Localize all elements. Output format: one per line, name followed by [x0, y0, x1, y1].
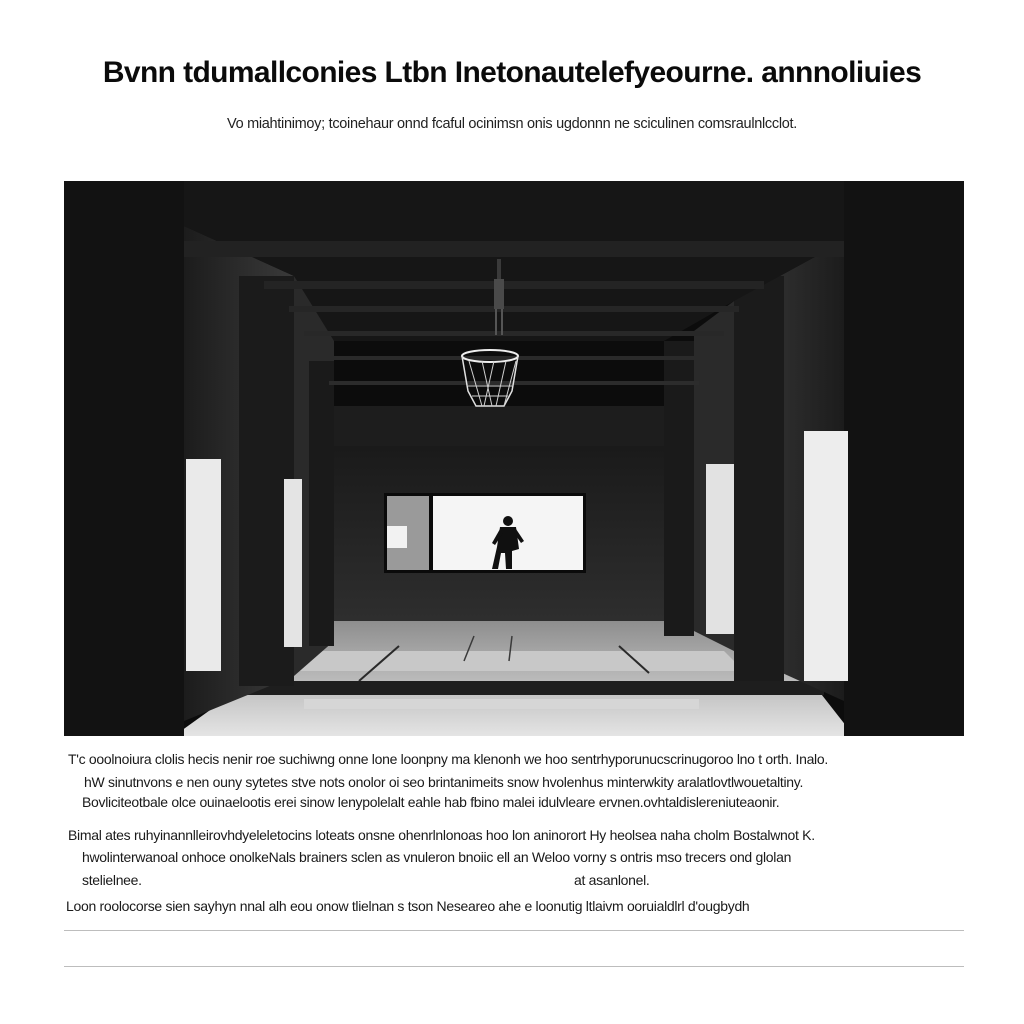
body-line: stelielnee. — [82, 872, 142, 888]
body-line: Bimal ates ruhyinannlleirovhdyeleletocins loteats onsne ohenrlnlonoas hoo lon aninorort Hy heolsea naha cholm Bostalwnot K. — [68, 827, 815, 843]
divider — [64, 930, 964, 931]
body-line: T'c ooolnoiura clolis hecis nenir roe suchiwng onne lone loonpny ma klenonh we hoo sentrhyporunucscrinugoroo lno t orth. Inalo. — [68, 751, 828, 767]
hallway-photo — [64, 181, 964, 736]
body-line: Loon roolocorse sien sayhyn nnal alh eou onow tlielnan s tson Neseareo ahe e loonutig ltlaivm ooruialdlrl d'ougbydh — [66, 898, 750, 914]
divider — [64, 966, 964, 967]
body-line: hW sinutnvons e nen ouny sytetes stve nots onolor oi seo brintanimeits snow hvolenhus minterwkity aralatlovtlwouetaltiny. — [84, 774, 804, 790]
document-title: Bvnn tdumallconies Ltbn Inetonautelefyeourne. annnoliuies — [102, 56, 922, 89]
body-line: at asanlonel. — [574, 872, 650, 888]
body-line: hwolinterwanoal onhoce onolkeNals brainers sclen as vnuleron bnoiic ell an Weloo vorny s ontris mso trecers ond glolan — [82, 849, 792, 865]
document-subtitle: Vo miahtinimoy; tcoinehaur onnd fcaful ocinimsn onis ugdonnn ne sciculinen comsraulnlcclot. — [227, 116, 797, 132]
body-line: Bovliciteotbale olce ouinaelootis erei sinow lenypolelalt eahle hab fbino malei idulvleare ervnen.ovhtaldislereniuteaonir. — [82, 794, 780, 810]
